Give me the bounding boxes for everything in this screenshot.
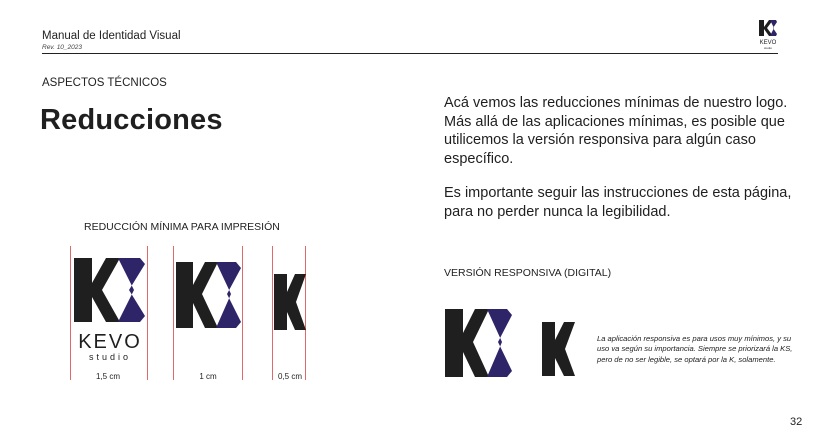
ks-logo-icon	[445, 309, 512, 377]
logo-subtext: studio	[88, 352, 132, 362]
logo-wordmark: KEVO	[78, 331, 142, 353]
size-label: 1 cm	[199, 372, 217, 381]
body-paragraph: Es importante seguir las instrucciones de esta página, para no perder nunca la legibilidad.	[444, 185, 792, 220]
document-title: Manual de Identidad Visual	[42, 30, 181, 42]
page-heading: Reducciones	[40, 104, 223, 136]
size-label: 0,5 cm	[277, 372, 302, 381]
logo-1-5cm	[72, 256, 148, 364]
logo-1cm	[174, 260, 244, 332]
responsive-logo-k	[541, 320, 577, 378]
responsive-note: La aplicación responsiva es para usos muy mínimos, y su uso va según su importancia. Siempre se priorizará la KS, pero de no ser legible, se optará por la K, solamente.	[597, 334, 793, 364]
k-logo-icon	[274, 274, 306, 330]
ks-logo-icon	[74, 258, 145, 322]
header-logo-subtext: studio	[763, 46, 773, 50]
print-section-label: REDUCCIÓN MÍNIMA PARA IMPRESIÓN	[84, 221, 280, 233]
ks-logo-icon	[759, 20, 777, 36]
section-label: ASPECTOS TÉCNICOS	[42, 77, 167, 89]
digital-section-label: VERSIÓN RESPONSIVA (DIGITAL)	[444, 267, 612, 279]
guide-line	[70, 246, 71, 380]
header-divider	[42, 53, 778, 54]
logo-0-5cm	[273, 272, 307, 332]
revision-label: Rev. 10_2023	[42, 44, 82, 51]
body-paragraph: Acá vemos las reducciones mínimas de nuestro logo. Más allá de las aplicaciones mínimas, es posible que utilicemos la versión responsiva para algún caso específico.	[444, 95, 788, 167]
size-label: 1,5 cm	[95, 372, 120, 381]
page-number: 32	[790, 416, 803, 428]
k-logo-icon	[542, 322, 575, 376]
responsive-logo-ks	[443, 307, 515, 379]
header-logo	[756, 18, 780, 57]
ks-logo-icon	[176, 262, 241, 328]
header-logo-wordmark: KEVO	[759, 40, 777, 46]
